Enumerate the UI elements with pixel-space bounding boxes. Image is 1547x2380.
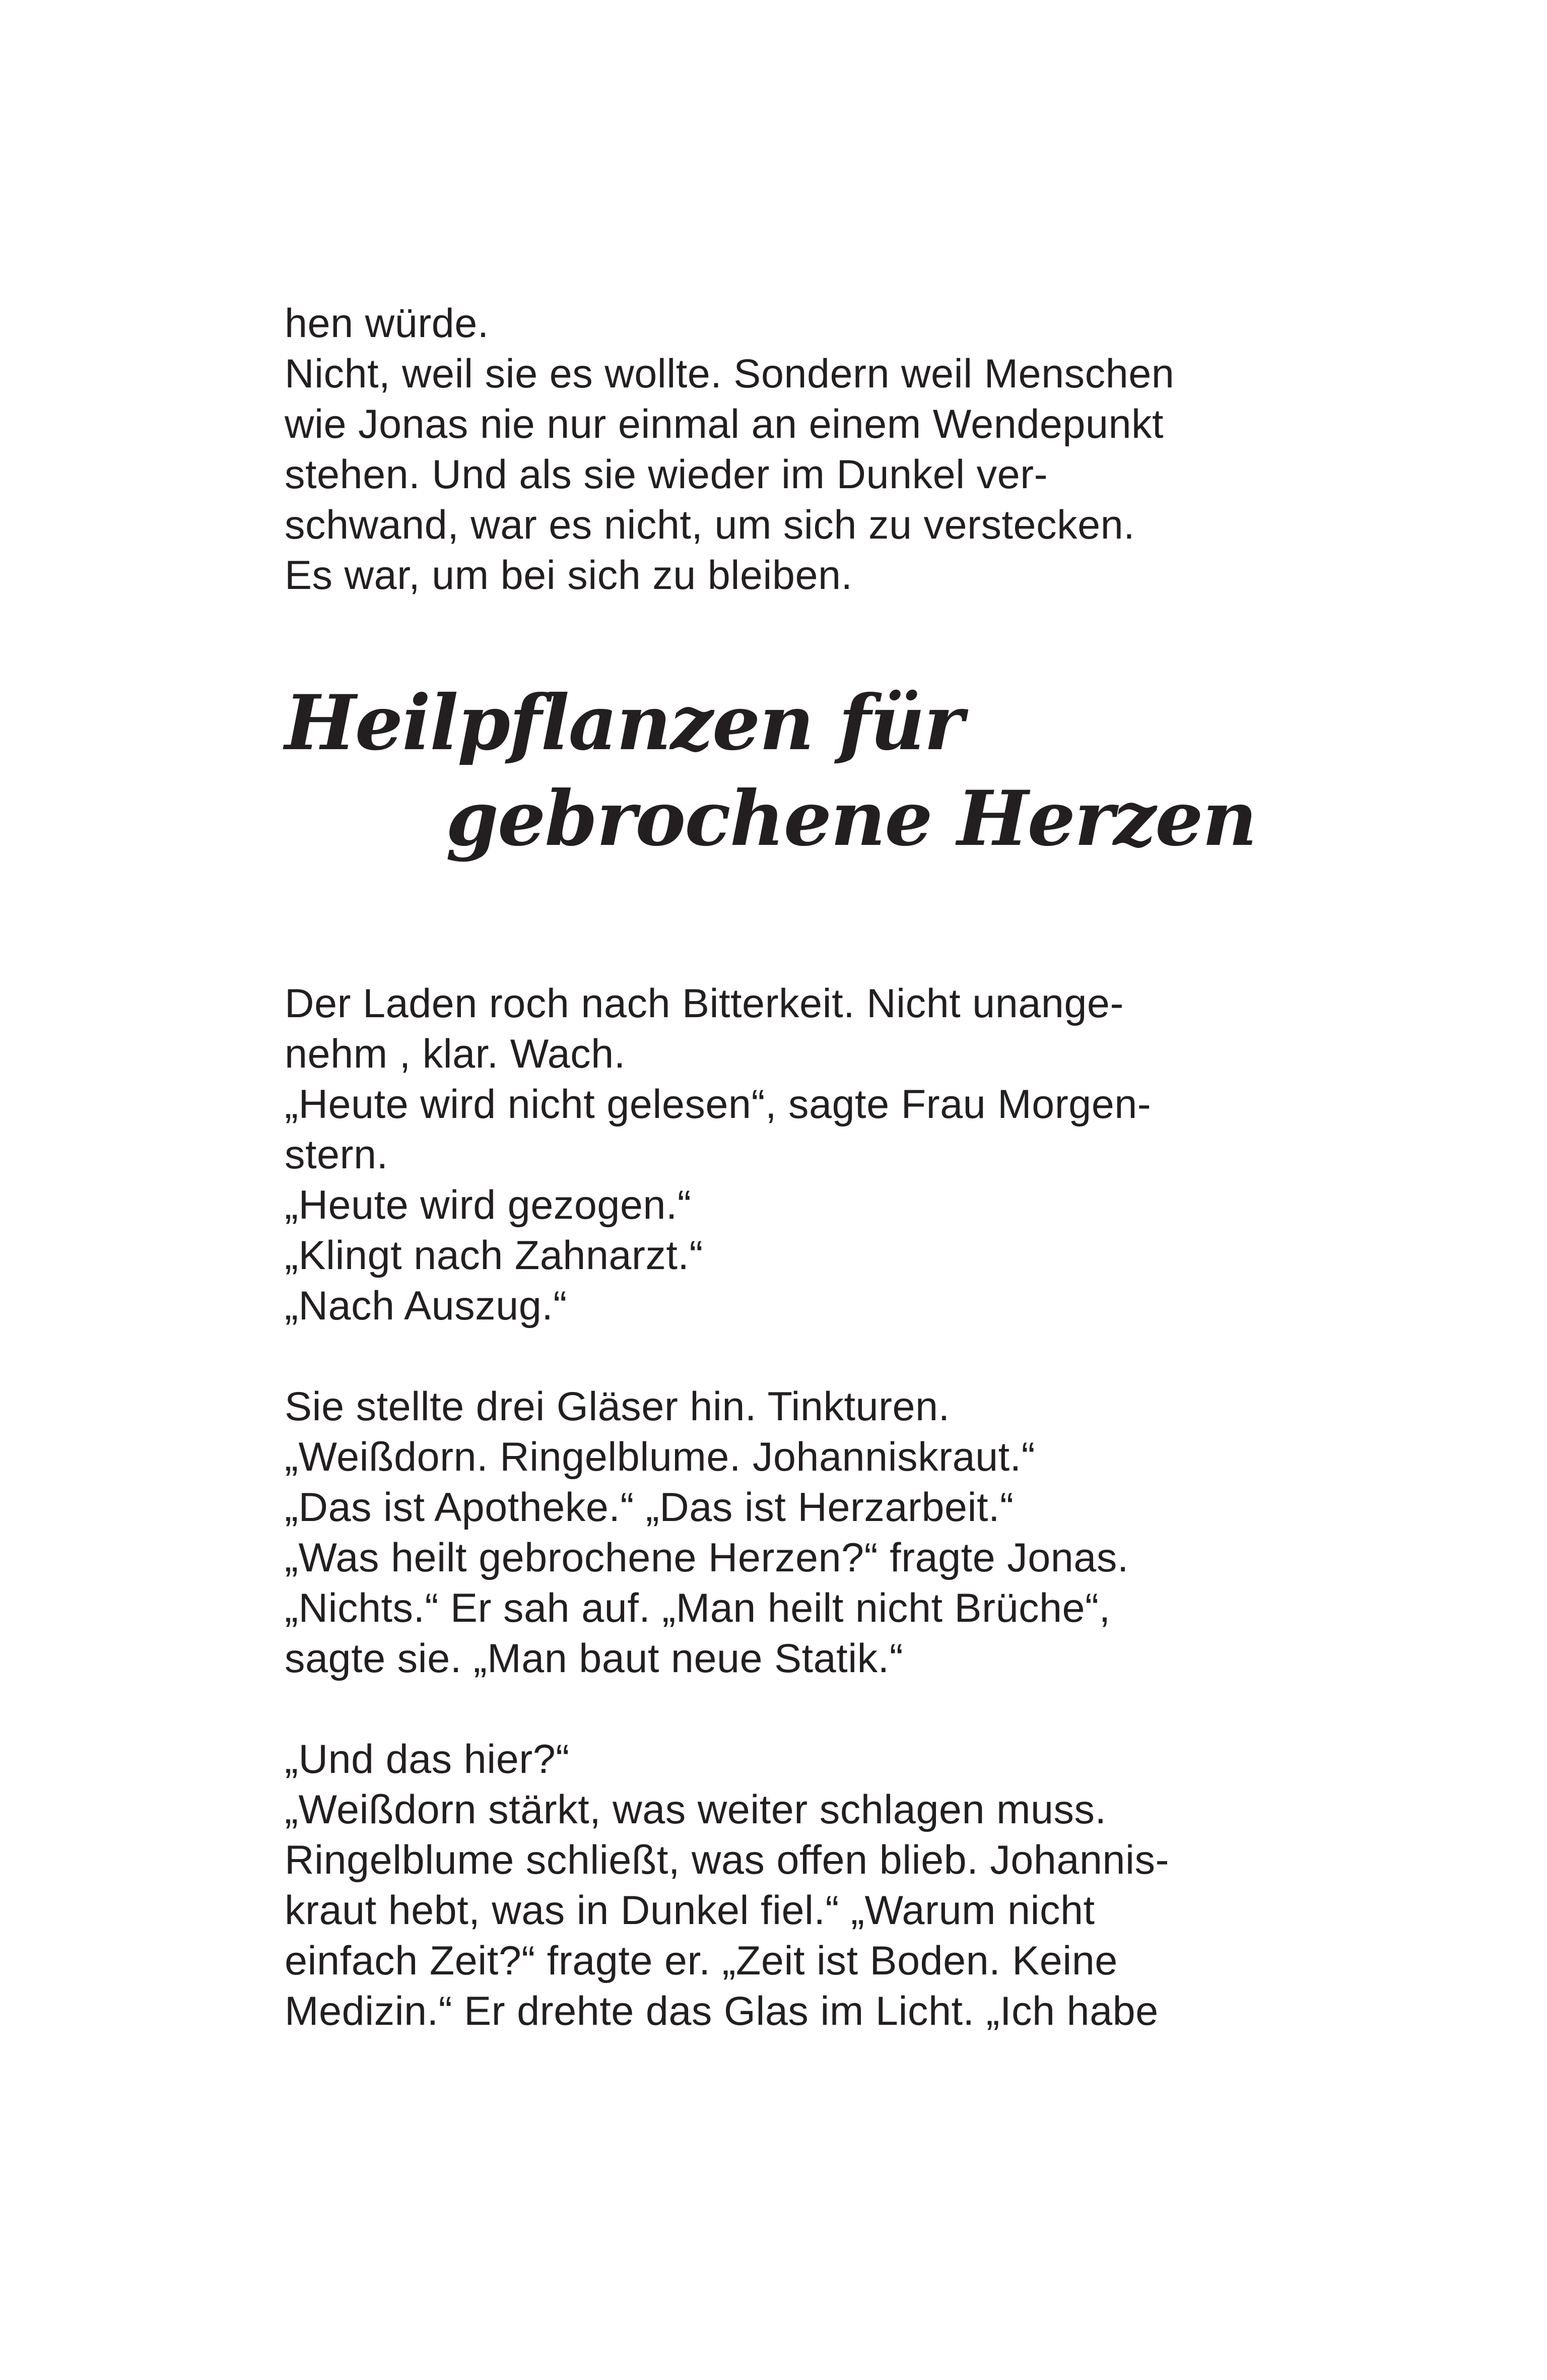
text-line: einfach Zeit?“ fragte er. „Zeit ist Boden. Keine bbox=[285, 1938, 1118, 1984]
text-line: stern. bbox=[285, 1132, 388, 1177]
text-line: Der Laden roch nach Bitterkeit. Nicht unange- bbox=[285, 981, 1124, 1026]
top-paragraph bbox=[285, 298, 1242, 601]
text-line: „Nach Auszug.“ bbox=[285, 1283, 567, 1329]
text-line: hen würde. bbox=[285, 301, 489, 346]
chapter-title-line-1: Heilpflanzen für bbox=[285, 679, 963, 767]
text-line: „Das ist Apotheke.“ „Das ist Herzarbeit.“ bbox=[285, 1485, 1014, 1530]
chapter-title bbox=[285, 675, 1256, 867]
text-line: „Nichts.“ Er sah auf. „Man heilt nicht Brüche“, bbox=[285, 1585, 1111, 1631]
text-line: Es war, um bei sich zu bleiben. bbox=[285, 553, 853, 598]
text-line: „Was heilt gebrochene Herzen?“ fragte Jonas. bbox=[285, 1535, 1129, 1580]
text-line: „Weißdorn stärkt, was weiter schlagen muss. bbox=[285, 1787, 1107, 1832]
text-line: „Heute wird nicht gelesen“, sagte Frau Morgen- bbox=[285, 1082, 1152, 1127]
text-line: nehm , klar. Wach. bbox=[285, 1031, 626, 1077]
text-line: „Klingt nach Zahnarzt.“ bbox=[285, 1233, 703, 1278]
text-line: kraut hebt, was in Dunkel fiel.“ „Warum nicht bbox=[285, 1888, 1095, 1933]
text-line: Sie stellte drei Gläser hin. Tinkturen. bbox=[285, 1384, 950, 1429]
text-line: Medizin.“ Er drehte das Glas im Licht. „Ich habe bbox=[285, 1989, 1159, 2034]
text-line: sagte sie. „Man baut neue Statik.“ bbox=[285, 1636, 904, 1681]
text-line: Nicht, weil sie es wollte. Sondern weil Menschen bbox=[285, 351, 1175, 396]
paragraph-gap bbox=[285, 1684, 1242, 1734]
paragraph-gap bbox=[285, 1331, 1242, 1381]
chapter-body bbox=[285, 978, 1242, 2036]
text-line: Ringelblume schließt, was offen blieb. Johannis- bbox=[285, 1837, 1169, 1883]
text-line: schwand, war es nicht, um sich zu verstecken. bbox=[285, 502, 1135, 548]
text-line: stehen. Und als sie wieder im Dunkel ver- bbox=[285, 452, 1048, 497]
chapter-title-line-2: gebrochene Herzen bbox=[446, 774, 1256, 863]
text-line: „Weißdorn. Ringelblume. Johanniskraut.“ bbox=[285, 1434, 1036, 1480]
text-line: „Und das hier?“ bbox=[285, 1737, 570, 1782]
text-line: „Heute wird gezogen.“ bbox=[285, 1182, 692, 1228]
text-line: wie Jonas nie nur einmal an einem Wendepunkt bbox=[285, 402, 1164, 447]
